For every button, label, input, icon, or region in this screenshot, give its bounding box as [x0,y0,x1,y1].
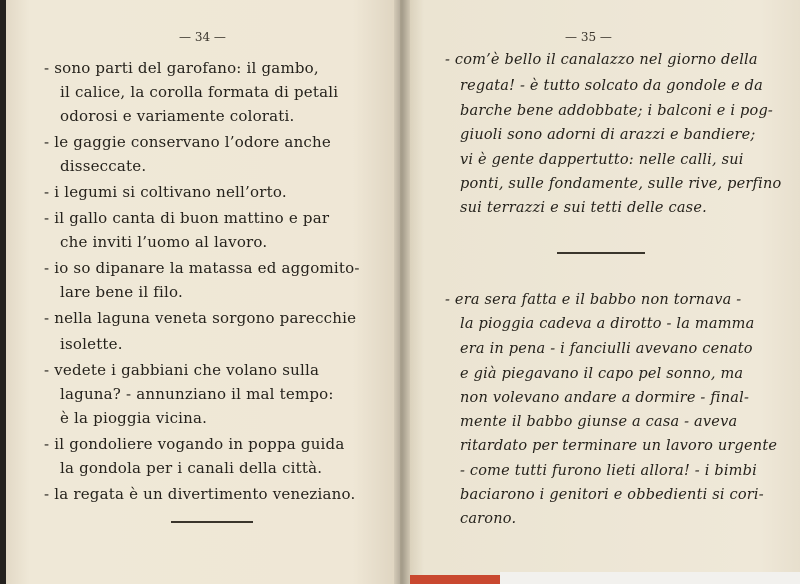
table-surface-white [500,572,800,584]
right-text-line: non volevano andare a dormire - final- [460,390,750,406]
left-text-line: la gondola per i canali della città. [60,459,323,477]
right-text-line: e già piegavano il capo pel sonno, ma [460,366,744,382]
right-text-line: mente il babbo giunse a casa - aveva [460,414,738,430]
left-text-line: il calice, la corolla formata di petali [60,83,339,101]
right-text-line: giuoli sono adorni di arazzi e bandiere; [460,127,756,143]
right-page-number: — 35 — [565,30,612,44]
left-text-line: isolette. [60,335,123,353]
right-text-line: carono. [460,511,517,527]
table-surface-red [410,575,500,584]
left-text-line: - i legumi si coltivano nell’orto. [44,183,287,201]
right-text-line: ritardato per terminare un lavoro urgente [460,438,778,454]
right-text-line: vi è gente dappertutto: nelle calli, sui [460,152,744,168]
left-text-line: - le gaggie conservano l’odore anche [44,133,331,151]
left-text-line: - nella laguna veneta sorgono parecchie [44,309,357,327]
left-text-line: disseccate. [60,157,147,175]
right-text-line: - com’è bello il canalazzo nel giorno della [445,52,758,68]
right-text-line: - come tutti furono lieti allora! - i bimbi [460,463,757,479]
left-text-line: laguna? - annunziano il mal tempo: [60,385,334,403]
right-text-line: regata! - è tutto solcato da gondole e da [460,78,763,94]
left-text-line: odorosi e variamente colorati. [60,107,295,125]
right-text-line: la pioggia cadeva a dirotto - la mamma [460,316,755,332]
right-text-line: - era sera fatta e il babbo non tornava - [445,292,742,308]
left-text-line: - la regata è un divertimento veneziano. [44,485,356,503]
right-section-rule [557,252,645,254]
book-gutter [394,0,410,584]
left-section-rule [171,521,253,523]
left-text-line: lare bene il filo. [60,283,183,301]
right-text-line: ponti, sulle fondamente, sulle rive, perfino [460,176,782,192]
left-text-line: - il gondoliere vogando in poppa guida [44,435,345,453]
right-text-line: era in pena - i fanciulli avevano cenato [460,341,753,357]
left-text-line: - sono parti del garofano: il gambo, [44,59,319,77]
left-text-line: - io so dipanare la matassa ed aggomito- [44,259,360,277]
right-text-line: barche bene addobbate; i balconi e i pog- [460,103,774,119]
right-text-line: sui terrazzi e sui tetti delle case. [460,200,707,216]
left-text-line: che inviti l’uomo al lavoro. [60,233,268,251]
right-text-line: baciarono i genitori e obbedienti si cori- [460,487,764,503]
left-text-line: è la pioggia vicina. [60,409,208,427]
left-text-line: - vedete i gabbiani che volano sulla [44,361,320,379]
left-text-line: - il gallo canta di buon mattino e par [44,209,330,227]
left-page-number: — 34 — [179,30,226,44]
